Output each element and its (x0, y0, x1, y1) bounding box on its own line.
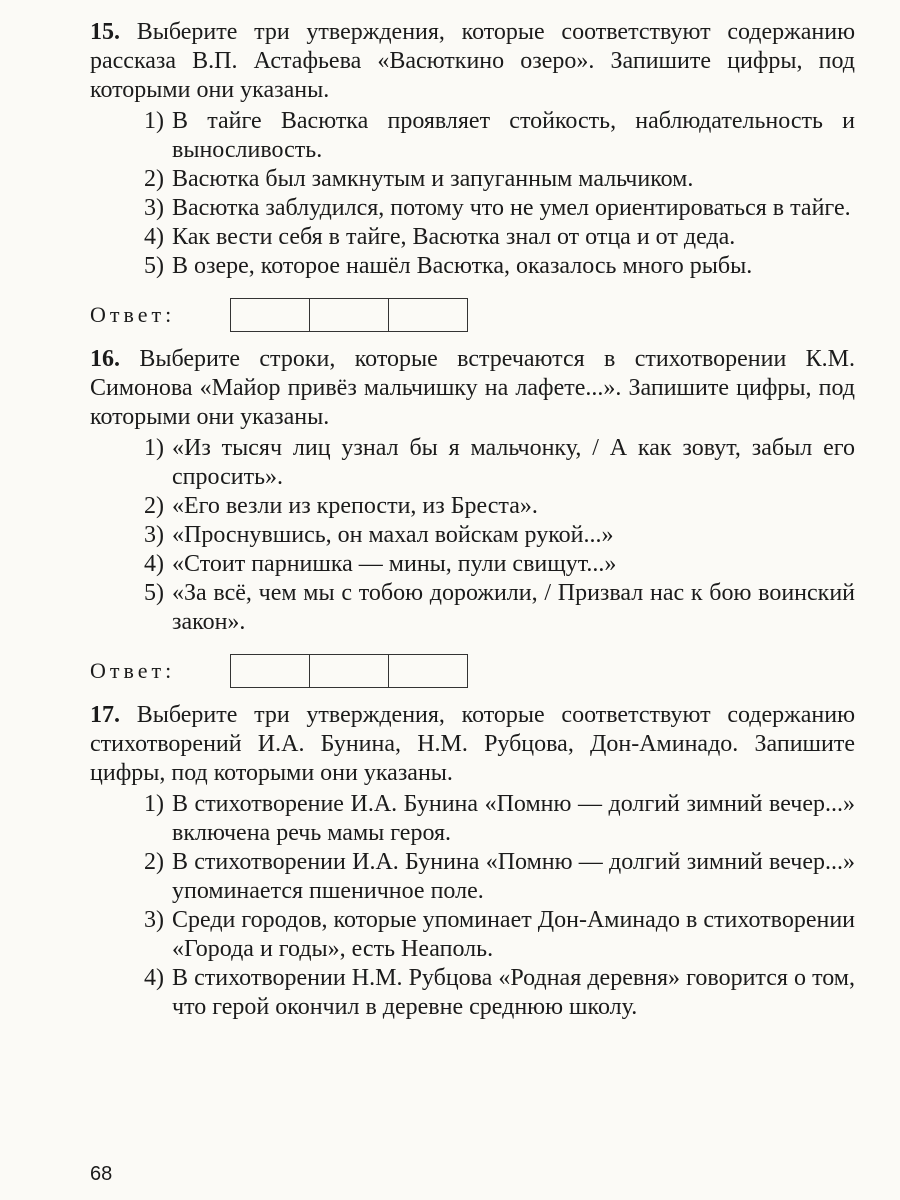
task-15 (90, 18, 855, 335)
option-number: 2) (144, 849, 164, 875)
task-number: 16. (90, 346, 120, 372)
option-item (90, 492, 855, 521)
option-text: Васютка был замкнутым и запуганным мальчиком. (172, 166, 694, 192)
option-number: 5) (144, 253, 164, 279)
answer-boxes (230, 298, 468, 332)
option-text: «Его везли из крепости, из Бреста». (172, 493, 538, 519)
answer-row (90, 651, 855, 691)
option-text: «Проснувшись, он махал войскам рукой...» (172, 522, 614, 548)
option-number: 1) (144, 108, 164, 134)
task-number: 15. (90, 19, 120, 45)
task-number: 17. (90, 702, 120, 728)
option-item (90, 848, 855, 906)
option-text: В стихотворении Н.М. Рубцова «Родная деревня» говорится о том, что герой окончил в деревне среднюю школу. (172, 965, 855, 1020)
option-text: Как вести себя в тайге, Васютка знал от отца и от деда. (172, 224, 736, 250)
options-list (90, 434, 855, 637)
option-item (90, 434, 855, 492)
option-text: В тайге Васютка проявляет стойкость, наблюдательность и выносливость. (172, 108, 855, 163)
answer-box[interactable] (231, 299, 310, 331)
option-number: 3) (144, 195, 164, 221)
answer-box[interactable] (310, 299, 389, 331)
option-text: В стихотворение И.А. Бунина «Помню — долгий зимний вечер...» включена речь мамы героя. (172, 791, 855, 846)
answer-box[interactable] (389, 299, 467, 331)
answer-label: Ответ: (90, 658, 176, 683)
option-number: 1) (144, 435, 164, 461)
option-text: Васютка заблудился, потому что не умел ориентироваться в тайге. (172, 195, 851, 221)
option-item (90, 906, 855, 964)
option-text: Среди городов, которые упоминает Дон-Аминадо в стихотворении «Города и годы», есть Неаполь. (172, 907, 855, 962)
option-item (90, 223, 855, 252)
option-text: «Из тысяч лиц узнал бы я мальчонку, / А как зовут, забыл его спросить». (172, 435, 855, 490)
task-16 (90, 345, 855, 691)
option-number: 4) (144, 551, 164, 577)
option-number: 2) (144, 166, 164, 192)
task-question-text: Выберите три утверждения, которые соответствуют содержанию стихотворений И.А. Бунина, Н.М. Рубцова, Дон-Аминадо. Запишите цифры, под которыми они указаны. (90, 702, 856, 786)
option-number: 3) (144, 522, 164, 548)
answer-box[interactable] (389, 655, 467, 687)
answer-label: Ответ: (90, 302, 176, 327)
task-question-text: Выберите три утверждения, которые соответствуют содержанию рассказа В.П. Астафьева «Васюткино озеро». Запишите цифры, под которыми они указаны. (90, 19, 856, 103)
option-item (90, 194, 855, 223)
options-list (90, 790, 855, 1022)
option-item (90, 107, 855, 165)
answer-box[interactable] (231, 655, 310, 687)
option-number: 2) (144, 493, 164, 519)
option-item (90, 252, 855, 281)
task-question (90, 18, 855, 105)
option-text: В стихотворении И.А. Бунина «Помню — долгий зимний вечер...» упоминается пшеничное поле. (172, 849, 855, 904)
option-number: 4) (144, 224, 164, 250)
option-number: 4) (144, 965, 164, 991)
options-list (90, 107, 855, 281)
answer-row (90, 295, 855, 335)
option-number: 5) (144, 580, 164, 606)
option-text: «Стоит парнишка — мины, пули свищут...» (172, 551, 617, 577)
option-item (90, 964, 855, 1022)
page-number: 68 (90, 1163, 113, 1185)
option-item (90, 579, 855, 637)
answer-box[interactable] (310, 655, 389, 687)
option-item (90, 165, 855, 194)
answer-boxes (230, 654, 468, 688)
option-number: 1) (144, 791, 164, 817)
option-text: В озере, которое нашёл Васютка, оказалось много рыбы. (172, 253, 753, 279)
task-question (90, 345, 855, 432)
option-item (90, 521, 855, 550)
task-question-text: Выберите строки, которые встречаются в стихотворении К.М. Симонова «Майор привёз мальчишку на лафете...». Запишите цифры, под которыми они указаны. (90, 346, 856, 430)
task-question (90, 701, 855, 788)
option-item (90, 790, 855, 848)
option-text: «За всё, чем мы с тобою дорожили, / Призвал нас к бою воинский закон». (172, 580, 855, 635)
option-item (90, 550, 855, 579)
task-17 (90, 701, 855, 1022)
option-number: 3) (144, 907, 164, 933)
page-content (90, 18, 855, 1022)
